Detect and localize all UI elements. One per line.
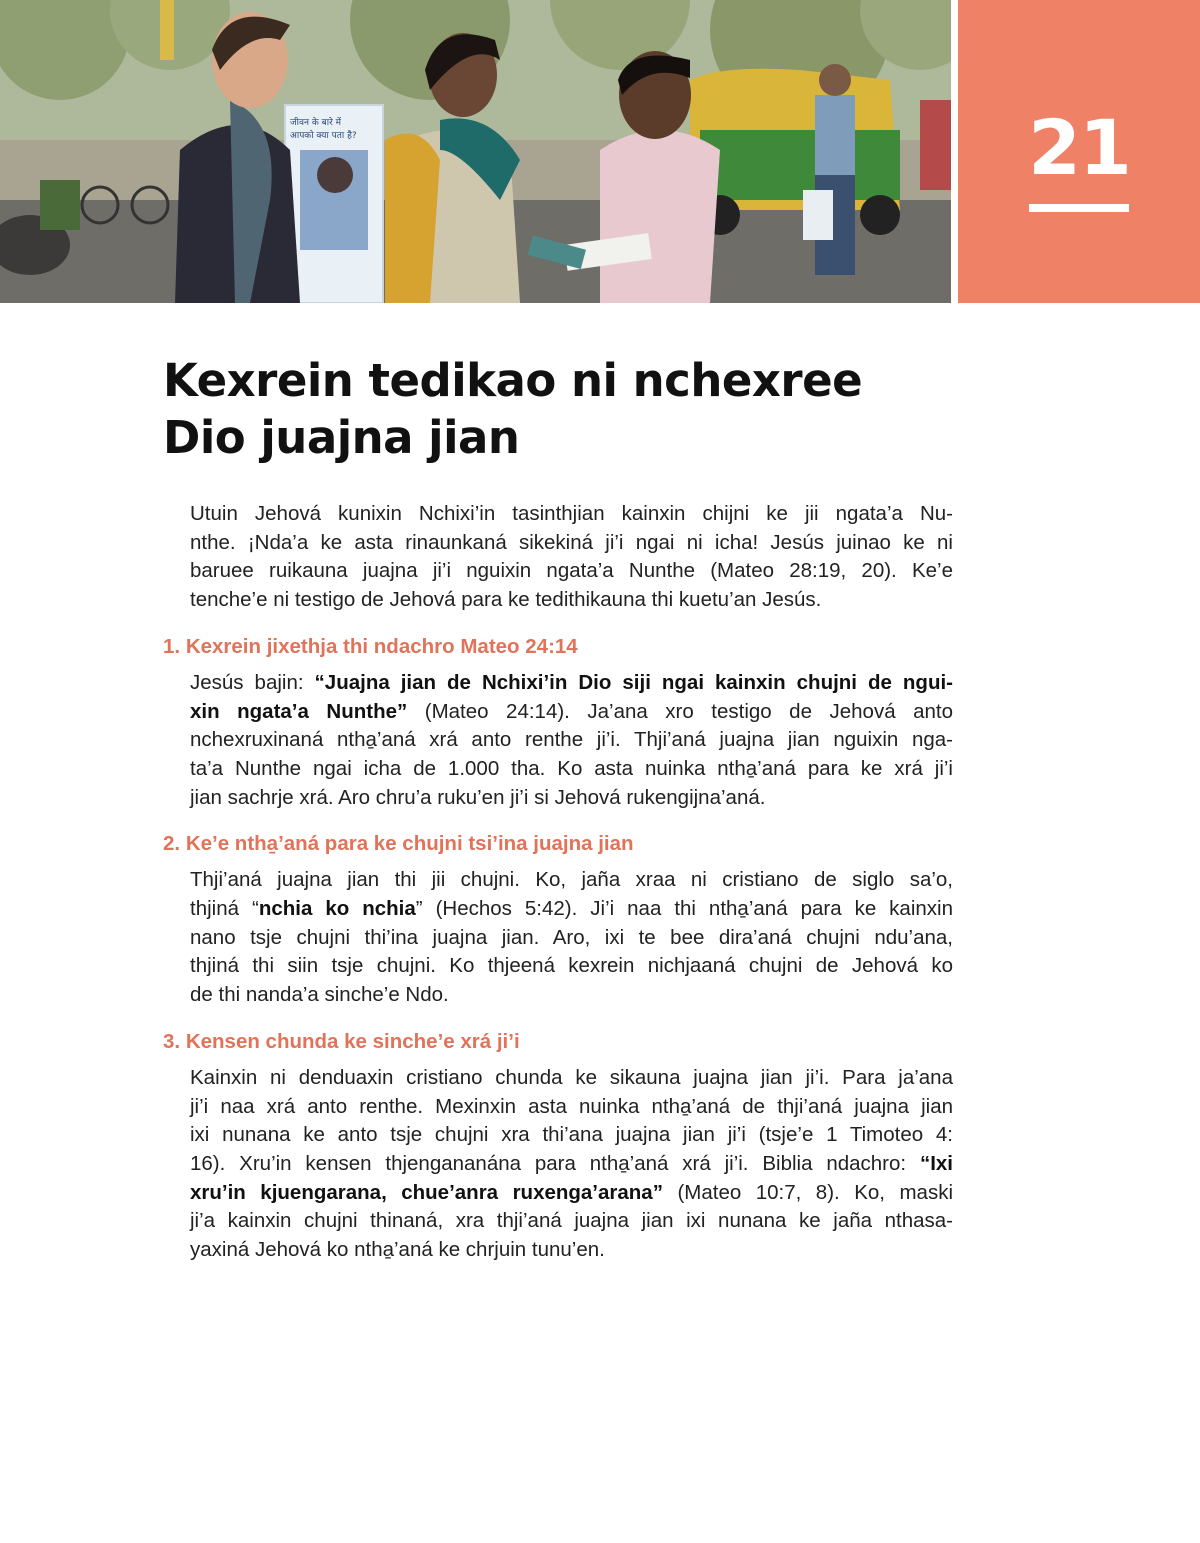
chapter-content bbox=[163, 500, 953, 1265]
line-bold-text: “Ixi bbox=[919, 1151, 953, 1175]
section-heading bbox=[163, 633, 953, 661]
intro-line: Utuin Jehová kunixin Nchixi’in tasinthjian kainxin chijni ke jii ngata’a Nu- bbox=[190, 502, 953, 525]
line-bold-text: xin ngata’a Nunthe” bbox=[190, 699, 408, 723]
street-scene-illustration bbox=[0, 0, 951, 303]
paragraph-line bbox=[190, 669, 953, 698]
paragraph-line bbox=[190, 1179, 953, 1208]
paragraph-line: jian sachrje xrá. Aro chru’a ruku’en ji’i si Jehová rukengijna’aná. bbox=[190, 785, 766, 809]
chapter-number: 21 bbox=[1028, 103, 1130, 192]
section-title: Ke’e ntha̱’aná para ke chujni tsi’ina juajna jian bbox=[185, 832, 634, 856]
line-text: thjiná “ bbox=[190, 897, 259, 921]
line-text: Jesús bajin: bbox=[190, 670, 315, 694]
paragraph-line bbox=[190, 698, 953, 727]
sign-text-1: जीवन के बारे में bbox=[290, 118, 342, 128]
paragraph-line: ji’i naa xrá anto renthe. Mexinxin asta nuinka ntha̱’aná de thji’aná juajna jian bbox=[190, 1094, 953, 1118]
paragraph-line: nano tsje chujni thi’ina juajna jian. Aro, ixi te bee dira’aná chujni ndu’ana, bbox=[190, 925, 953, 949]
paragraph-line: nchexruxinaná ntha̱’aná xrá anto renthe ji’i. Thji’aná juajna jian nguixin nga- bbox=[190, 728, 953, 752]
chapter-title-line-2: Dio juajna jian bbox=[163, 411, 520, 464]
paragraph-line bbox=[190, 1150, 953, 1179]
paragraph-line bbox=[190, 895, 953, 924]
line-text: 16). Xru’in kensen thjengananána para ntha̱’aná xrá ji’i. Biblia ndachro: bbox=[190, 1151, 920, 1175]
line-bold-text: xru’in kjuengarana, chue’anra ruxenga’arana” bbox=[190, 1180, 663, 1204]
section-paragraph bbox=[190, 1064, 953, 1265]
paragraph-line: ji’a kainxin chujni thinaná, xra thji’aná juajna jian ixi nunana ke jaña nthasa- bbox=[190, 1209, 953, 1233]
section-title: Kexrein jixethja thi ndachro Mateo 24:14 bbox=[185, 634, 578, 658]
line-text: ” (Hechos 5:42). Ji’i naa thi ntha̱’aná para ke kainxin bbox=[415, 897, 953, 921]
paragraph-line: Kainxin ni denduaxin cristiano chunda ke sikauna juajna jian ji’i. Para ja’ana bbox=[190, 1065, 953, 1089]
section-number: 3. bbox=[163, 1029, 181, 1053]
section-paragraph bbox=[190, 669, 953, 813]
intro-paragraph bbox=[190, 500, 953, 615]
paragraph-line: de thi nanda’a sinche’e Ndo. bbox=[190, 983, 449, 1007]
chapter-badge-rule bbox=[1029, 204, 1129, 212]
section-heading bbox=[163, 830, 953, 858]
chapter-title-line-1: Kexrein tedikao ni nchexree bbox=[163, 354, 863, 407]
section-title: Kensen chunda ke sinche’e xrá ji’i bbox=[185, 1029, 520, 1053]
intro-line: nthe. ¡Nda’a ke asta rinaunkaná sikekiná ji’i ngai ni icha! Jesús juinao ke ni bbox=[190, 530, 953, 554]
paragraph-line: ta’a Nunthe ngai icha de 1.000 tha. Ko asta nuinka ntha̱’aná para ke xrá ji’i bbox=[190, 756, 953, 780]
section-number: 1. bbox=[163, 634, 181, 658]
intro-line: baruee ruikauna juajna ji’i nguixin ngata’a Nunthe (Mateo 28:19, 20). Ke’e bbox=[190, 559, 953, 583]
line-text: (Mateo 24:14). Ja’ana xro testigo de Jehová anto bbox=[407, 699, 953, 723]
paragraph-line: ixi nunana ke anto tsje chujni xra thi’ana juajna jian ji’i (tsje’e 1 Timoteo 4: bbox=[190, 1123, 953, 1147]
section-heading bbox=[163, 1028, 953, 1056]
paragraph-line: thjiná thi siin tsje chujni. Ko thjeená kexrein nichjaaná chujni de Jehová ko bbox=[190, 954, 953, 978]
section-paragraph bbox=[190, 866, 953, 1010]
chapter-title bbox=[163, 352, 943, 466]
line-bold-text: “Juajna jian de Nchixi’in Dio siji ngai kainxin chujni de ngui- bbox=[314, 670, 953, 694]
line-bold-text: nchia ko nchia bbox=[258, 897, 416, 921]
paragraph-line: yaxiná Jehová ko ntha̱’aná ke chrjuin tunu’en. bbox=[190, 1238, 605, 1262]
paragraph-line: Thji’aná juajna jian thi jii chujni. Ko, jaña xraa ni cristiano de siglo sa’o, bbox=[190, 868, 953, 892]
line-text: (Mateo 10:7, 8). Ko, maski bbox=[662, 1180, 953, 1204]
header-photo bbox=[0, 0, 951, 303]
chapter-badge bbox=[958, 0, 1200, 303]
sign-text-2: आपको क्या पता है? bbox=[290, 131, 357, 141]
intro-line: tenche’e ni testigo de Jehová para ke tedithikauna thi kuetu’an Jesús. bbox=[190, 588, 822, 612]
section-number: 2. bbox=[163, 832, 181, 856]
